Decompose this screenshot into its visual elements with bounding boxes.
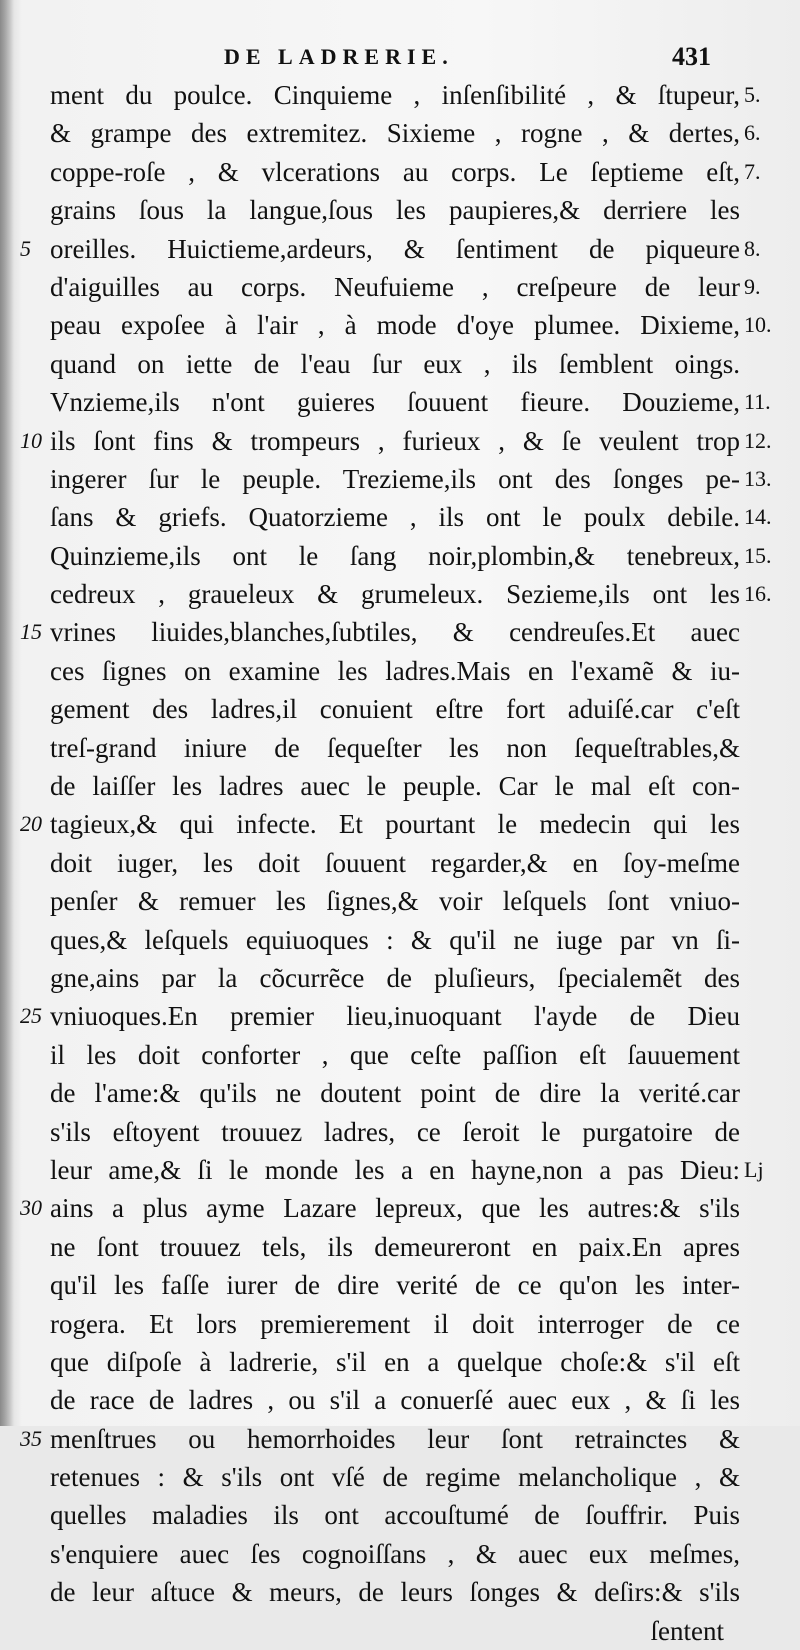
line-text: s'ils eſtoyent trouuez ladres, ce ſeroit le purgatoire de	[50, 1116, 740, 1147]
line-text: Vnzieme,ils n'ont guieres ſouuent fieure. Douzieme,	[50, 387, 740, 418]
text-line	[50, 690, 740, 728]
line-text: leur ame,& ſi le monde les a en hayne,non a pas Dieu:	[50, 1154, 740, 1185]
text-line	[50, 345, 740, 383]
line-text: gne,ains par la cõcurrẽce de pluſieurs, ſpecialemẽt des	[50, 962, 740, 993]
margin-numeral: 10.	[744, 312, 772, 338]
text-line	[50, 1496, 740, 1534]
line-text: ne ſont trouuez tels, ils demeureront en paix.En apres	[50, 1231, 740, 1262]
line-text: ſans & griefs. Quatorzieme , ils ont le poulx debile.	[50, 502, 740, 533]
text-line	[50, 1036, 740, 1074]
line-number: 35	[20, 1425, 42, 1451]
text-line	[50, 921, 740, 959]
line-number: 20	[20, 811, 42, 837]
margin-numeral: 11.	[744, 389, 771, 415]
text-line	[50, 1535, 740, 1573]
text-line	[50, 1228, 740, 1266]
text-line	[50, 153, 761, 191]
line-text: ment du poulce. Cinquieme , inſenſibilité , & ſtupeur,	[50, 80, 740, 110]
text-line	[50, 844, 740, 882]
margin-numeral: 14.	[744, 504, 772, 530]
margin-numeral: 13.	[744, 465, 772, 491]
text-line	[50, 191, 740, 229]
text-line	[50, 460, 772, 498]
margin-numeral: 15.	[744, 542, 772, 568]
line-text: de leur aſtuce & meurs, de leurs ſonges & deſirs:& s'ils	[50, 1577, 740, 1608]
margin-numeral: Lj	[744, 1156, 764, 1182]
line-text: vrines liuides,blanches,ſubtiles, & cendreuſes.Et auec	[50, 617, 740, 648]
text-line	[50, 959, 740, 997]
text-line	[20, 997, 740, 1035]
page-number: 431	[672, 42, 711, 71]
line-text: treſ-grand iniure de ſequeſter les non ſequeſtrables,&	[50, 732, 740, 763]
line-text: d'aiguilles au corps. Neufuieme , creſpeure de leur	[50, 271, 740, 302]
line-text: s'enquiere auec ſes cognoiſſans , & auec eux meſmes,	[50, 1538, 740, 1569]
text-line	[50, 1074, 740, 1112]
text-line	[50, 306, 772, 344]
text-line	[50, 383, 771, 421]
line-text: doit iuger, les doit ſouuent regarder,& en ſoy-meſme	[50, 847, 740, 878]
line-text: peau expoſee à l'air , à mode d'oye plumee. Dixieme,	[50, 310, 740, 341]
margin-numeral: 5.	[744, 82, 761, 107]
line-text: que diſpoſe à ladrerie, s'il en a quelque choſe:& s'il eſt	[50, 1346, 740, 1377]
text-line	[20, 1189, 740, 1227]
text-line	[50, 268, 761, 306]
line-text: de race de ladres , ou s'il a conuerſé auec eux , & ſi les	[50, 1385, 740, 1416]
line-text: oreilles. Huictieme,ardeurs, & ſentiment de piqueure	[50, 233, 740, 264]
line-text: quelles maladies ils ont accouſtumé de ſouffrir. Puis	[50, 1500, 740, 1531]
line-text: ques,& leſquels equiuoques : & qu'il ne iuge par vn ſi-	[50, 924, 740, 955]
text-line	[50, 76, 761, 114]
text-line	[50, 537, 772, 575]
line-text: tagieux,& qui infecte. Et pourtant le medecin qui les	[50, 809, 740, 840]
text-line	[20, 230, 761, 268]
line-text: qu'il les faſſe iurer de dire verité de ce qu'on les inter-	[50, 1270, 740, 1301]
text-line	[20, 1420, 740, 1458]
text-line	[20, 613, 740, 651]
line-text: menſtrues ou hemorrhoides leur ſont retrainctes &	[50, 1423, 740, 1454]
line-number: 10	[20, 427, 42, 453]
running-head: DE LADRERIE.	[224, 44, 454, 69]
margin-numeral: 8.	[744, 235, 761, 261]
line-text: & grampe des extremitez. Sixieme , rogne , & dertes,	[50, 118, 740, 149]
text-line	[50, 1305, 740, 1343]
text-line	[50, 114, 761, 152]
text-line	[50, 1343, 740, 1381]
text-line	[20, 422, 772, 460]
margin-numeral: 6.	[744, 120, 761, 146]
line-number: 15	[20, 619, 42, 645]
body-text	[20, 76, 772, 1650]
margin-numeral: 12.	[744, 427, 772, 453]
text-line	[50, 1573, 740, 1611]
line-text: ils ſont fins & trompeurs , furieux , & ſe veulent trop	[50, 425, 740, 456]
line-number: 5	[20, 235, 31, 261]
text-line	[50, 1381, 740, 1419]
text-line	[50, 1151, 764, 1189]
line-text: vniuoques.En premier lieu,inuoquant l'ayde de Dieu	[50, 1001, 740, 1032]
line-text: il les doit conforter , que ceſte paſſion eſt ſauuement	[50, 1039, 740, 1070]
line-text: ces ſignes on examine les ladres.Mais en l'examẽ & iu-	[50, 655, 740, 686]
line-text: rogera. Et lors premierement il doit interroger de ce	[50, 1308, 740, 1339]
margin-numeral: 16.	[744, 581, 772, 607]
line-text: quand on iette de l'eau ſur eux , ils ſemblent oings.	[50, 348, 740, 379]
text-line	[50, 1458, 740, 1496]
line-text: grains ſous la langue,ſous les paupieres,& derriere les	[50, 195, 740, 226]
text-line	[50, 652, 740, 690]
line-text: Quinzieme,ils ont le ſang noir,plombin,& tenebreux,	[50, 540, 740, 571]
line-text: coppe-roſe , & vlcerations au corps. Le ſeptieme eſt,	[50, 156, 740, 187]
line-text: gement des ladres,il conuient eſtre fort aduiſé.car c'eſt	[50, 694, 740, 725]
line-text: ains a plus ayme Lazare lepreux, que les autres:& s'ils	[50, 1193, 740, 1224]
margin-numeral: 7.	[744, 158, 761, 184]
text-line	[50, 1266, 740, 1304]
margin-numeral: 9.	[744, 273, 761, 299]
text-line	[50, 575, 772, 613]
line-number: 25	[20, 1003, 42, 1029]
line-text: de laiſſer les ladres auec le peuple. Car le mal eſt con-	[50, 771, 740, 802]
line-text: cedreux , graueleux & grumeleux. Sezieme,ils ont les	[50, 579, 740, 610]
text-line	[20, 805, 740, 843]
text-line	[50, 767, 740, 805]
line-text: retenues : & s'ils ont vſé de regime melancholique , &	[50, 1462, 740, 1493]
catchword: ſentent	[650, 1615, 724, 1646]
line-text: ingerer ſur le peuple. Trezieme,ils ont des ſonges pe-	[50, 463, 740, 494]
line-text: penſer & remuer les ſignes,& voir leſquels ſont vniuo-	[50, 886, 740, 917]
text-line	[50, 1113, 740, 1151]
line-number: 30	[20, 1195, 42, 1221]
text-line	[50, 882, 740, 920]
text-line	[50, 729, 740, 767]
text-line	[50, 498, 772, 536]
gutter-shadow	[0, 0, 14, 1426]
line-text: de l'ame:& qu'ils ne doutent point de dire la verité.car	[50, 1078, 740, 1109]
